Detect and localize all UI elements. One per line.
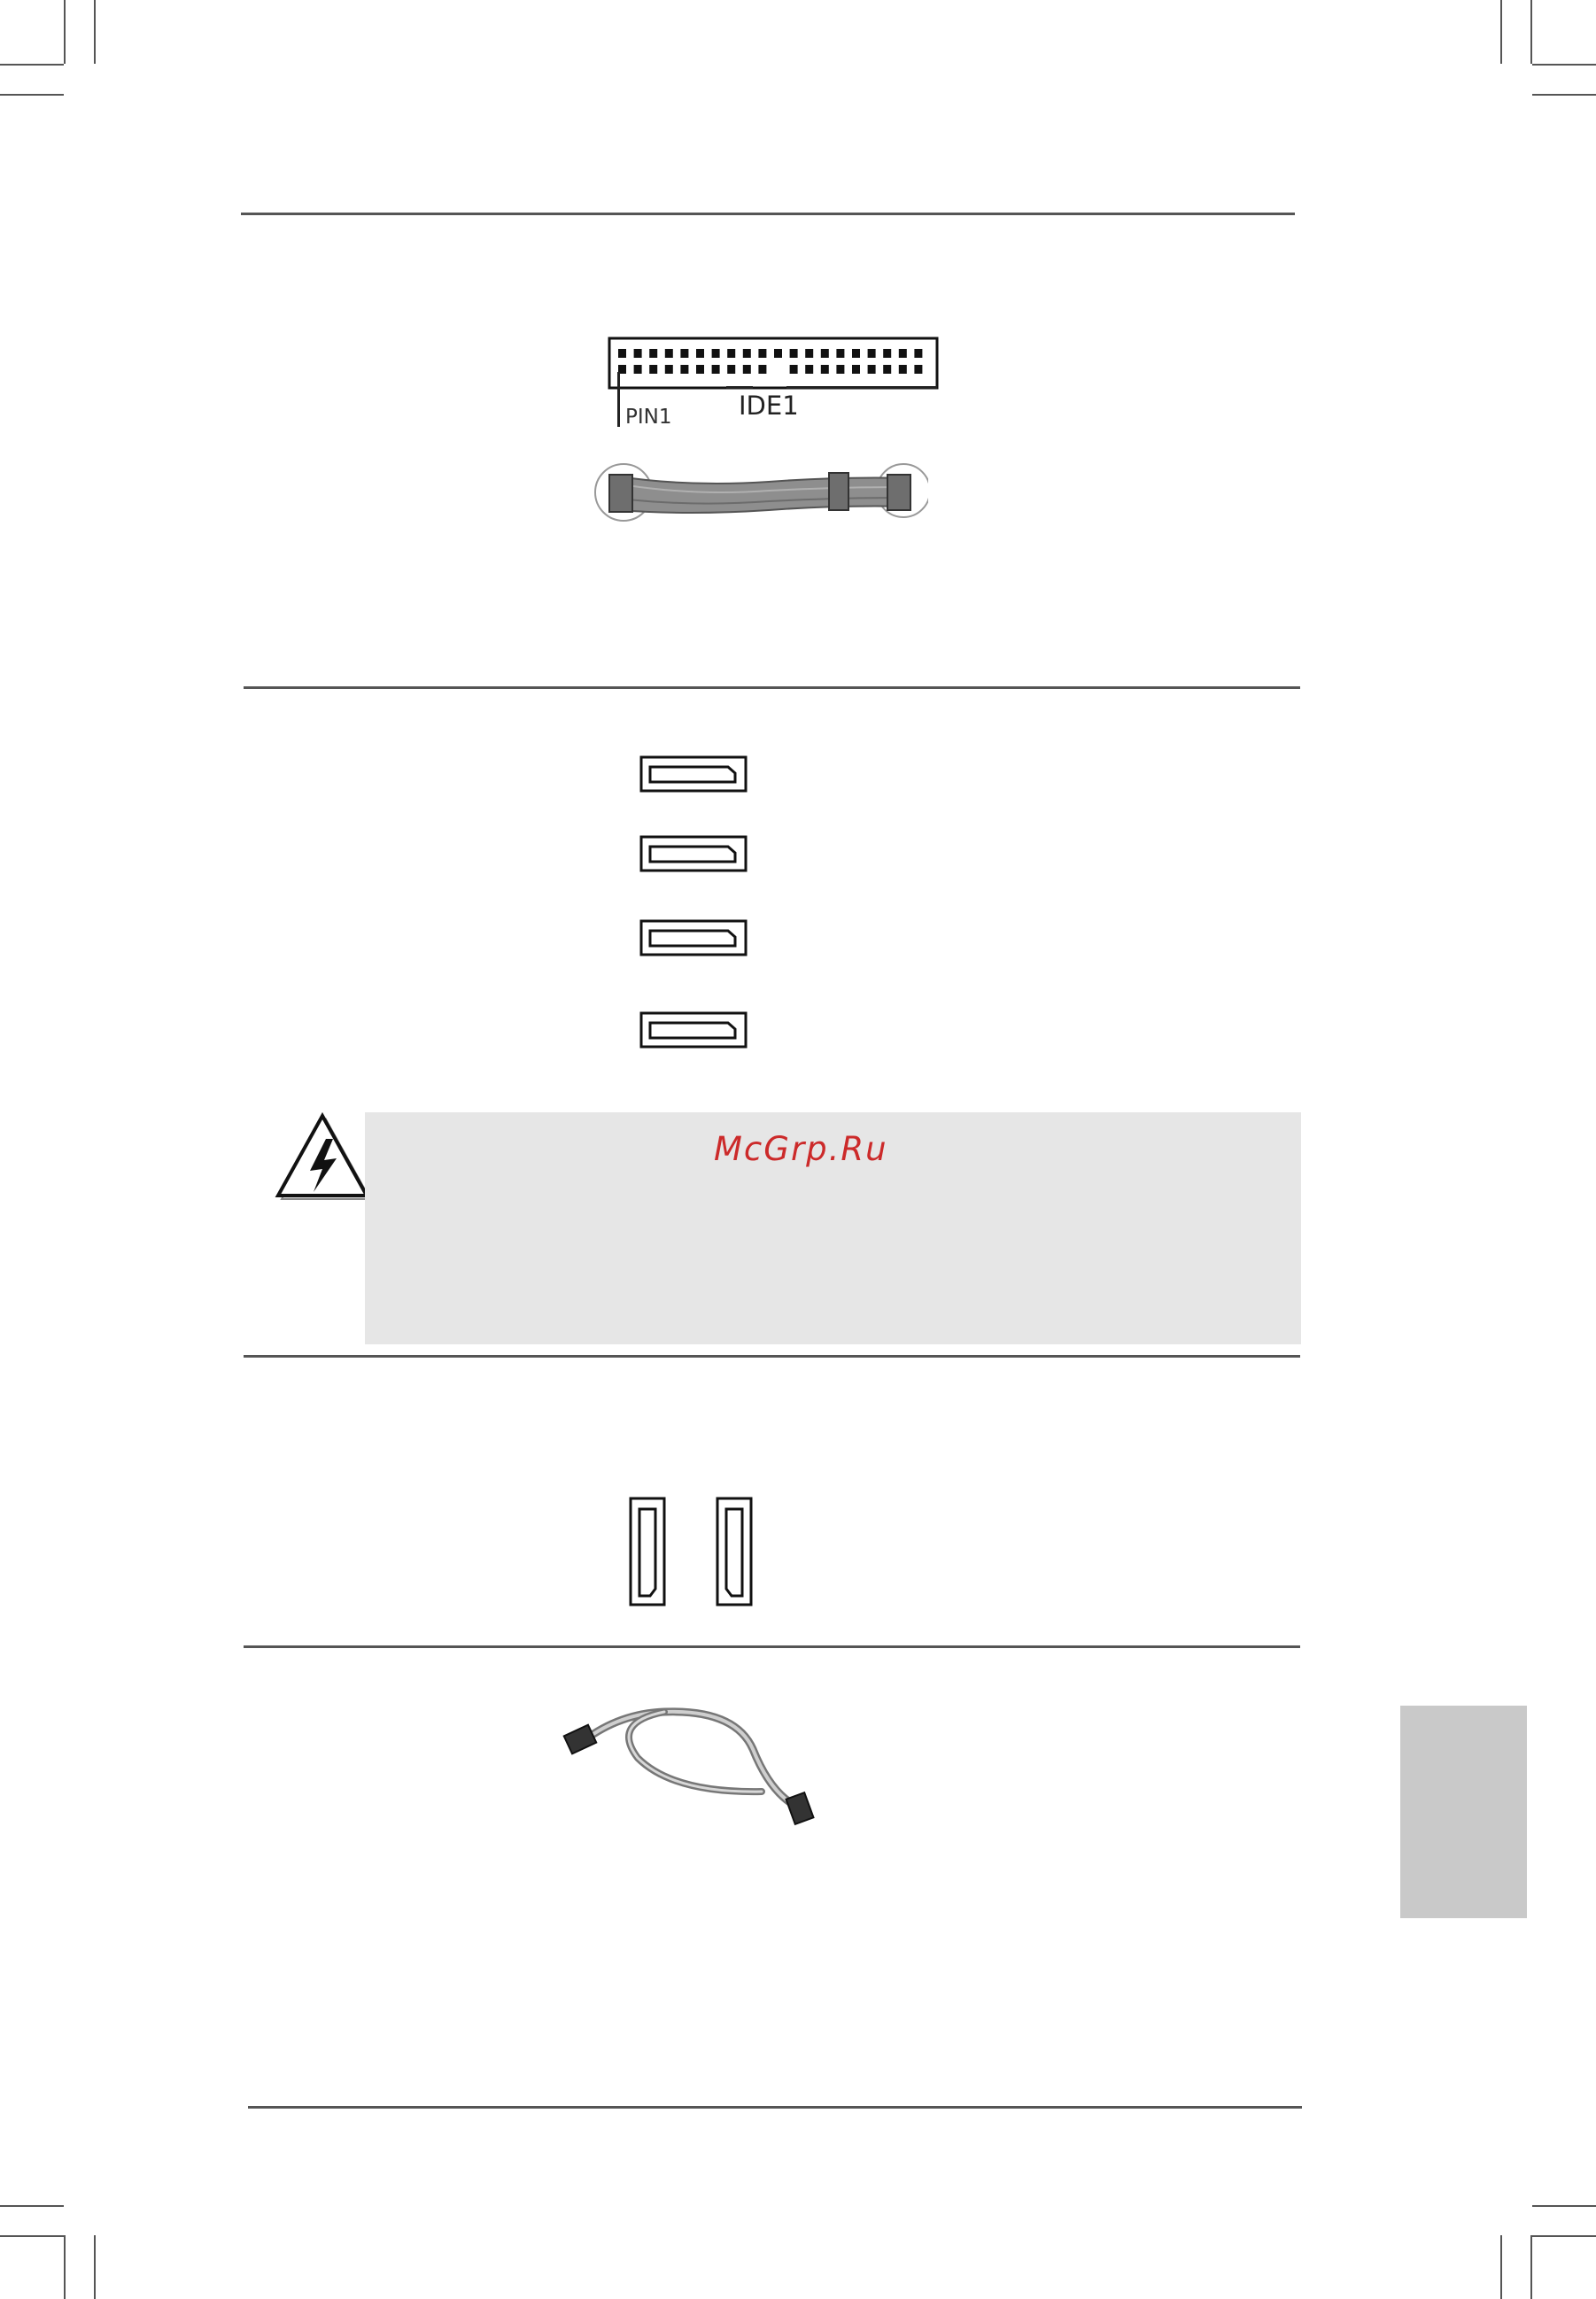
section-rule bbox=[244, 686, 1300, 689]
ide-pin bbox=[727, 365, 735, 374]
pin1-label: PIN1 bbox=[625, 406, 672, 429]
crop-mark bbox=[0, 2205, 64, 2207]
crop-mark bbox=[94, 2235, 96, 2299]
ide-pin bbox=[712, 365, 720, 374]
watermark-text: McGrp.Ru bbox=[714, 1130, 888, 1168]
ide-pin bbox=[665, 349, 673, 358]
ide-pin bbox=[790, 365, 798, 374]
crop-mark bbox=[0, 64, 64, 66]
crop-mark bbox=[1532, 2235, 1596, 2237]
crop-mark bbox=[1500, 0, 1502, 64]
ide-pin bbox=[883, 365, 891, 374]
crop-mark bbox=[1500, 2235, 1502, 2299]
ide-pin bbox=[680, 349, 688, 358]
ide-pin bbox=[790, 349, 798, 358]
ide-pin bbox=[852, 365, 860, 374]
ide-pin bbox=[836, 349, 844, 358]
ide-pin bbox=[821, 349, 829, 358]
ide-pin bbox=[852, 349, 860, 358]
ide-pin bbox=[899, 365, 907, 374]
sata-cable-icon bbox=[558, 1696, 824, 1829]
ide-pin bbox=[805, 349, 813, 358]
ide-pin bbox=[914, 349, 922, 358]
ide-pin bbox=[836, 365, 844, 374]
sata-connector-2 bbox=[639, 835, 748, 872]
crop-mark bbox=[1532, 94, 1596, 96]
ide-pin bbox=[665, 365, 673, 374]
ide-pin bbox=[743, 349, 751, 358]
crop-mark bbox=[64, 2235, 66, 2299]
crop-mark bbox=[0, 2235, 64, 2237]
ide-pin bbox=[805, 365, 813, 374]
ide-pin bbox=[727, 349, 735, 358]
crop-mark bbox=[64, 0, 66, 64]
ide-pin bbox=[821, 365, 829, 374]
sata-connector-4 bbox=[639, 1011, 748, 1049]
high-voltage-warning-icon bbox=[275, 1112, 370, 1203]
footer-rule bbox=[248, 2106, 1302, 2109]
ide-label-underline-left bbox=[726, 386, 753, 389]
crop-mark bbox=[1532, 64, 1596, 66]
crop-mark bbox=[0, 94, 64, 96]
ide-pin bbox=[899, 349, 907, 358]
crop-mark bbox=[1530, 2235, 1532, 2299]
ide-pin bbox=[758, 349, 766, 358]
ide-pin bbox=[868, 365, 876, 374]
ide-pin bbox=[634, 349, 642, 358]
ide-pin bbox=[774, 349, 782, 358]
ide-pin bbox=[649, 365, 657, 374]
ide-pin bbox=[868, 349, 876, 358]
ide-pin bbox=[758, 365, 766, 374]
ide-pin bbox=[649, 349, 657, 358]
side-language-tab bbox=[1400, 1706, 1527, 1918]
header-rule bbox=[241, 213, 1295, 215]
ide-pin bbox=[696, 349, 704, 358]
ide-label-underline-right bbox=[786, 386, 937, 389]
ide-pin bbox=[618, 349, 626, 358]
ide-pin bbox=[680, 365, 688, 374]
crop-mark bbox=[1532, 2205, 1596, 2207]
ide-connector bbox=[608, 337, 939, 390]
sata-connector-1 bbox=[639, 755, 748, 793]
crop-mark bbox=[1530, 0, 1532, 64]
sata-vertical-connector-1 bbox=[629, 1497, 666, 1606]
ide-pin bbox=[712, 349, 720, 358]
ide-connector-label: IDE1 bbox=[739, 391, 799, 421]
ide-pin bbox=[883, 349, 891, 358]
pin1-indicator-line bbox=[617, 372, 620, 427]
sata-connector-3 bbox=[639, 919, 748, 956]
ide-pin bbox=[634, 365, 642, 374]
sata-vertical-connector-2 bbox=[716, 1497, 753, 1606]
section-rule bbox=[244, 1645, 1300, 1648]
ide-pin bbox=[696, 365, 704, 374]
ide-pin bbox=[743, 365, 751, 374]
crop-mark bbox=[94, 0, 96, 64]
ide-ribbon-cable-icon bbox=[592, 461, 928, 522]
ide-pin bbox=[914, 365, 922, 374]
section-rule bbox=[244, 1355, 1300, 1358]
ide-connector-graphic bbox=[608, 337, 939, 390]
